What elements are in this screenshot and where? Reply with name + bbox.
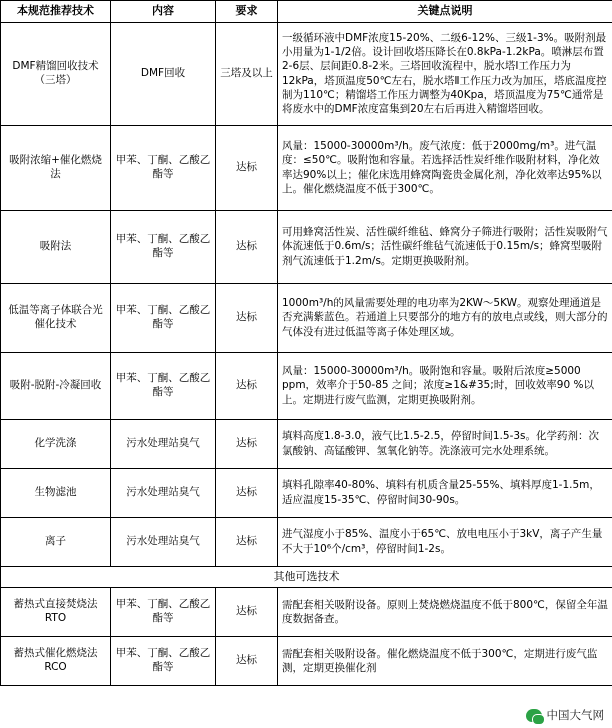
cell-desc: 1000m³/h的风量需要处理的电功率为2KW～5KW。观察处理通道是否充满紫蓝色。若通道上只要部分的地方有的放电点或线，则大部分的气体没有进过低温等离子体处理区域。 xyxy=(278,283,612,352)
column-header-tech: 本规范推荐技术 xyxy=(1,1,111,23)
cell-tech: 蓄热式直接焚烧法RTO xyxy=(1,588,111,637)
cell-content: 甲苯、丁酮、乙酸乙酯等 xyxy=(111,210,216,283)
cell-requirement: 达标 xyxy=(216,637,278,686)
cell-desc: 需配套相关吸附设备。催化燃烧温度不低于300℃，定期进行废气监测，定期更换催化剂 xyxy=(278,637,612,686)
column-header-requirement: 要求 xyxy=(216,1,278,23)
table-row xyxy=(1,517,612,566)
cell-content: 污水处理站臭气 xyxy=(111,517,216,566)
cell-desc: 风量：15000-30000m³/h。废气浓度：低于2000mg/m³。进气温度：≤50℃。吸附饱和容量。若选择活性炭纤维作吸附材料，净化效率达90%以上；催化床选用蜂窝陶瓷贵金属化剂，净化效率达95%以上。催化燃烧温度不低于300℃。 xyxy=(278,125,612,210)
cell-requirement: 达标 xyxy=(216,125,278,210)
cell-content: 污水处理站臭气 xyxy=(111,468,216,517)
table-section-row xyxy=(1,566,612,588)
table-row xyxy=(1,210,612,283)
cell-content: 甲苯、丁酮、乙酸乙酯等 xyxy=(111,125,216,210)
wechat-label: 中国大气网 xyxy=(546,708,604,722)
cell-content: 甲苯、丁酮、乙酸乙酯等 xyxy=(111,283,216,352)
table-row xyxy=(1,468,612,517)
cell-requirement: 达标 xyxy=(216,419,278,468)
cell-content: 污水处理站臭气 xyxy=(111,419,216,468)
cell-content: DMF回收 xyxy=(111,22,216,125)
table-row xyxy=(1,419,612,468)
cell-tech: 化学洗涤 xyxy=(1,419,111,468)
cell-requirement: 达标 xyxy=(216,517,278,566)
cell-requirement: 达标 xyxy=(216,468,278,517)
table-row xyxy=(1,352,612,419)
cell-tech: DMF精馏回收技术（三塔） xyxy=(1,22,111,125)
cell-content: 甲苯、丁酮、乙酸乙酯等 xyxy=(111,588,216,637)
cell-desc: 可用蜂窝活性炭、活性碳纤维毡、蜂窝分子筛进行吸附；活性炭吸附气体流速低于0.6m/s；活性碳纤维毡气流速低于0.15m/s；蜂窝型吸附剂气流速低于1.2m/s。定期更换吸附剂。 xyxy=(278,210,612,283)
cell-desc: 一级循环液中DMF浓度15-20%、二级6-12%、三级1-3%。吸附剂最小用量为1-1/2倍。设计回收塔压降长在0.8kPa-1.2kPa。喷淋层布置2-6层、层间距0.8-2米。三塔回收流程中，脱水塔Ⅰ工作压力为12kPa，塔顶温度50℃左右，脱水塔Ⅱ工作压力改为加压，塔底温度控制为110℃；精馏塔工作压力调整为40Kpa，塔顶温度为75℃通常是将废水中的DMF浓度富集到20左右后再进入精馏塔回收。 xyxy=(278,22,612,125)
wechat-icon xyxy=(526,709,542,722)
cell-tech: 离子 xyxy=(1,517,111,566)
cell-tech: 吸附-脱附-冷凝回收 xyxy=(1,352,111,419)
cell-desc: 风量：15000-30000m³/h。吸附饱和容量。吸附后浓度≥5000 ppm，效率介于50-85 之间；浓度≥1&#35;时，回收效率90 %以上。定期进行废气监测，定期更换吸附剂。 xyxy=(278,352,612,419)
cell-desc: 进气湿度小于85%、温度小于65℃、放电电压小于3kV，离子产生量不大于10⁶个/cm³，停留时间1-2s。 xyxy=(278,517,612,566)
cell-tech: 低温等离子体联合光催化技术 xyxy=(1,283,111,352)
table-row xyxy=(1,22,612,125)
cell-desc: 需配套相关吸附设备。原则上焚烧燃烧温度不低于800℃，保留全年温度数据备查。 xyxy=(278,588,612,637)
cell-content: 甲苯、丁酮、乙酸乙酯等 xyxy=(111,637,216,686)
cell-tech: 生物滤池 xyxy=(1,468,111,517)
section-label: 其他可选技术 xyxy=(1,566,612,588)
cell-desc: 填料高度1.8-3.0，液气比1.5-2.5，停留时间1.5-3s。化学药剂：次氯酸钠、高锰酸钾、氢氧化钠等。洗涤液可完水处理系统。 xyxy=(278,419,612,468)
cell-requirement: 达标 xyxy=(216,588,278,637)
footer-watermark xyxy=(0,702,612,728)
cell-tech: 蓄热式催化燃烧法RCO xyxy=(1,637,111,686)
table-row xyxy=(1,588,612,637)
column-header-desc: 关键点说明 xyxy=(278,1,612,23)
cell-requirement: 三塔及以上 xyxy=(216,22,278,125)
cell-content: 甲苯、丁酮、乙酸乙酯等 xyxy=(111,352,216,419)
table-header-row xyxy=(1,1,612,23)
cell-requirement: 达标 xyxy=(216,283,278,352)
cell-requirement: 达标 xyxy=(216,210,278,283)
wechat-badge xyxy=(526,707,605,723)
cell-tech: 吸附浓缩+催化燃烧法 xyxy=(1,125,111,210)
cell-desc: 填料孔隙率40-80%、填料有机质含量25-55%、填料厚度1-1.5m，适应温度15-35℃、停留时间30-90s。 xyxy=(278,468,612,517)
cell-tech: 吸附法 xyxy=(1,210,111,283)
table-row xyxy=(1,283,612,352)
table-row xyxy=(1,637,612,686)
table-row xyxy=(1,125,612,210)
cell-requirement: 达标 xyxy=(216,352,278,419)
column-header-content: 内容 xyxy=(111,1,216,23)
